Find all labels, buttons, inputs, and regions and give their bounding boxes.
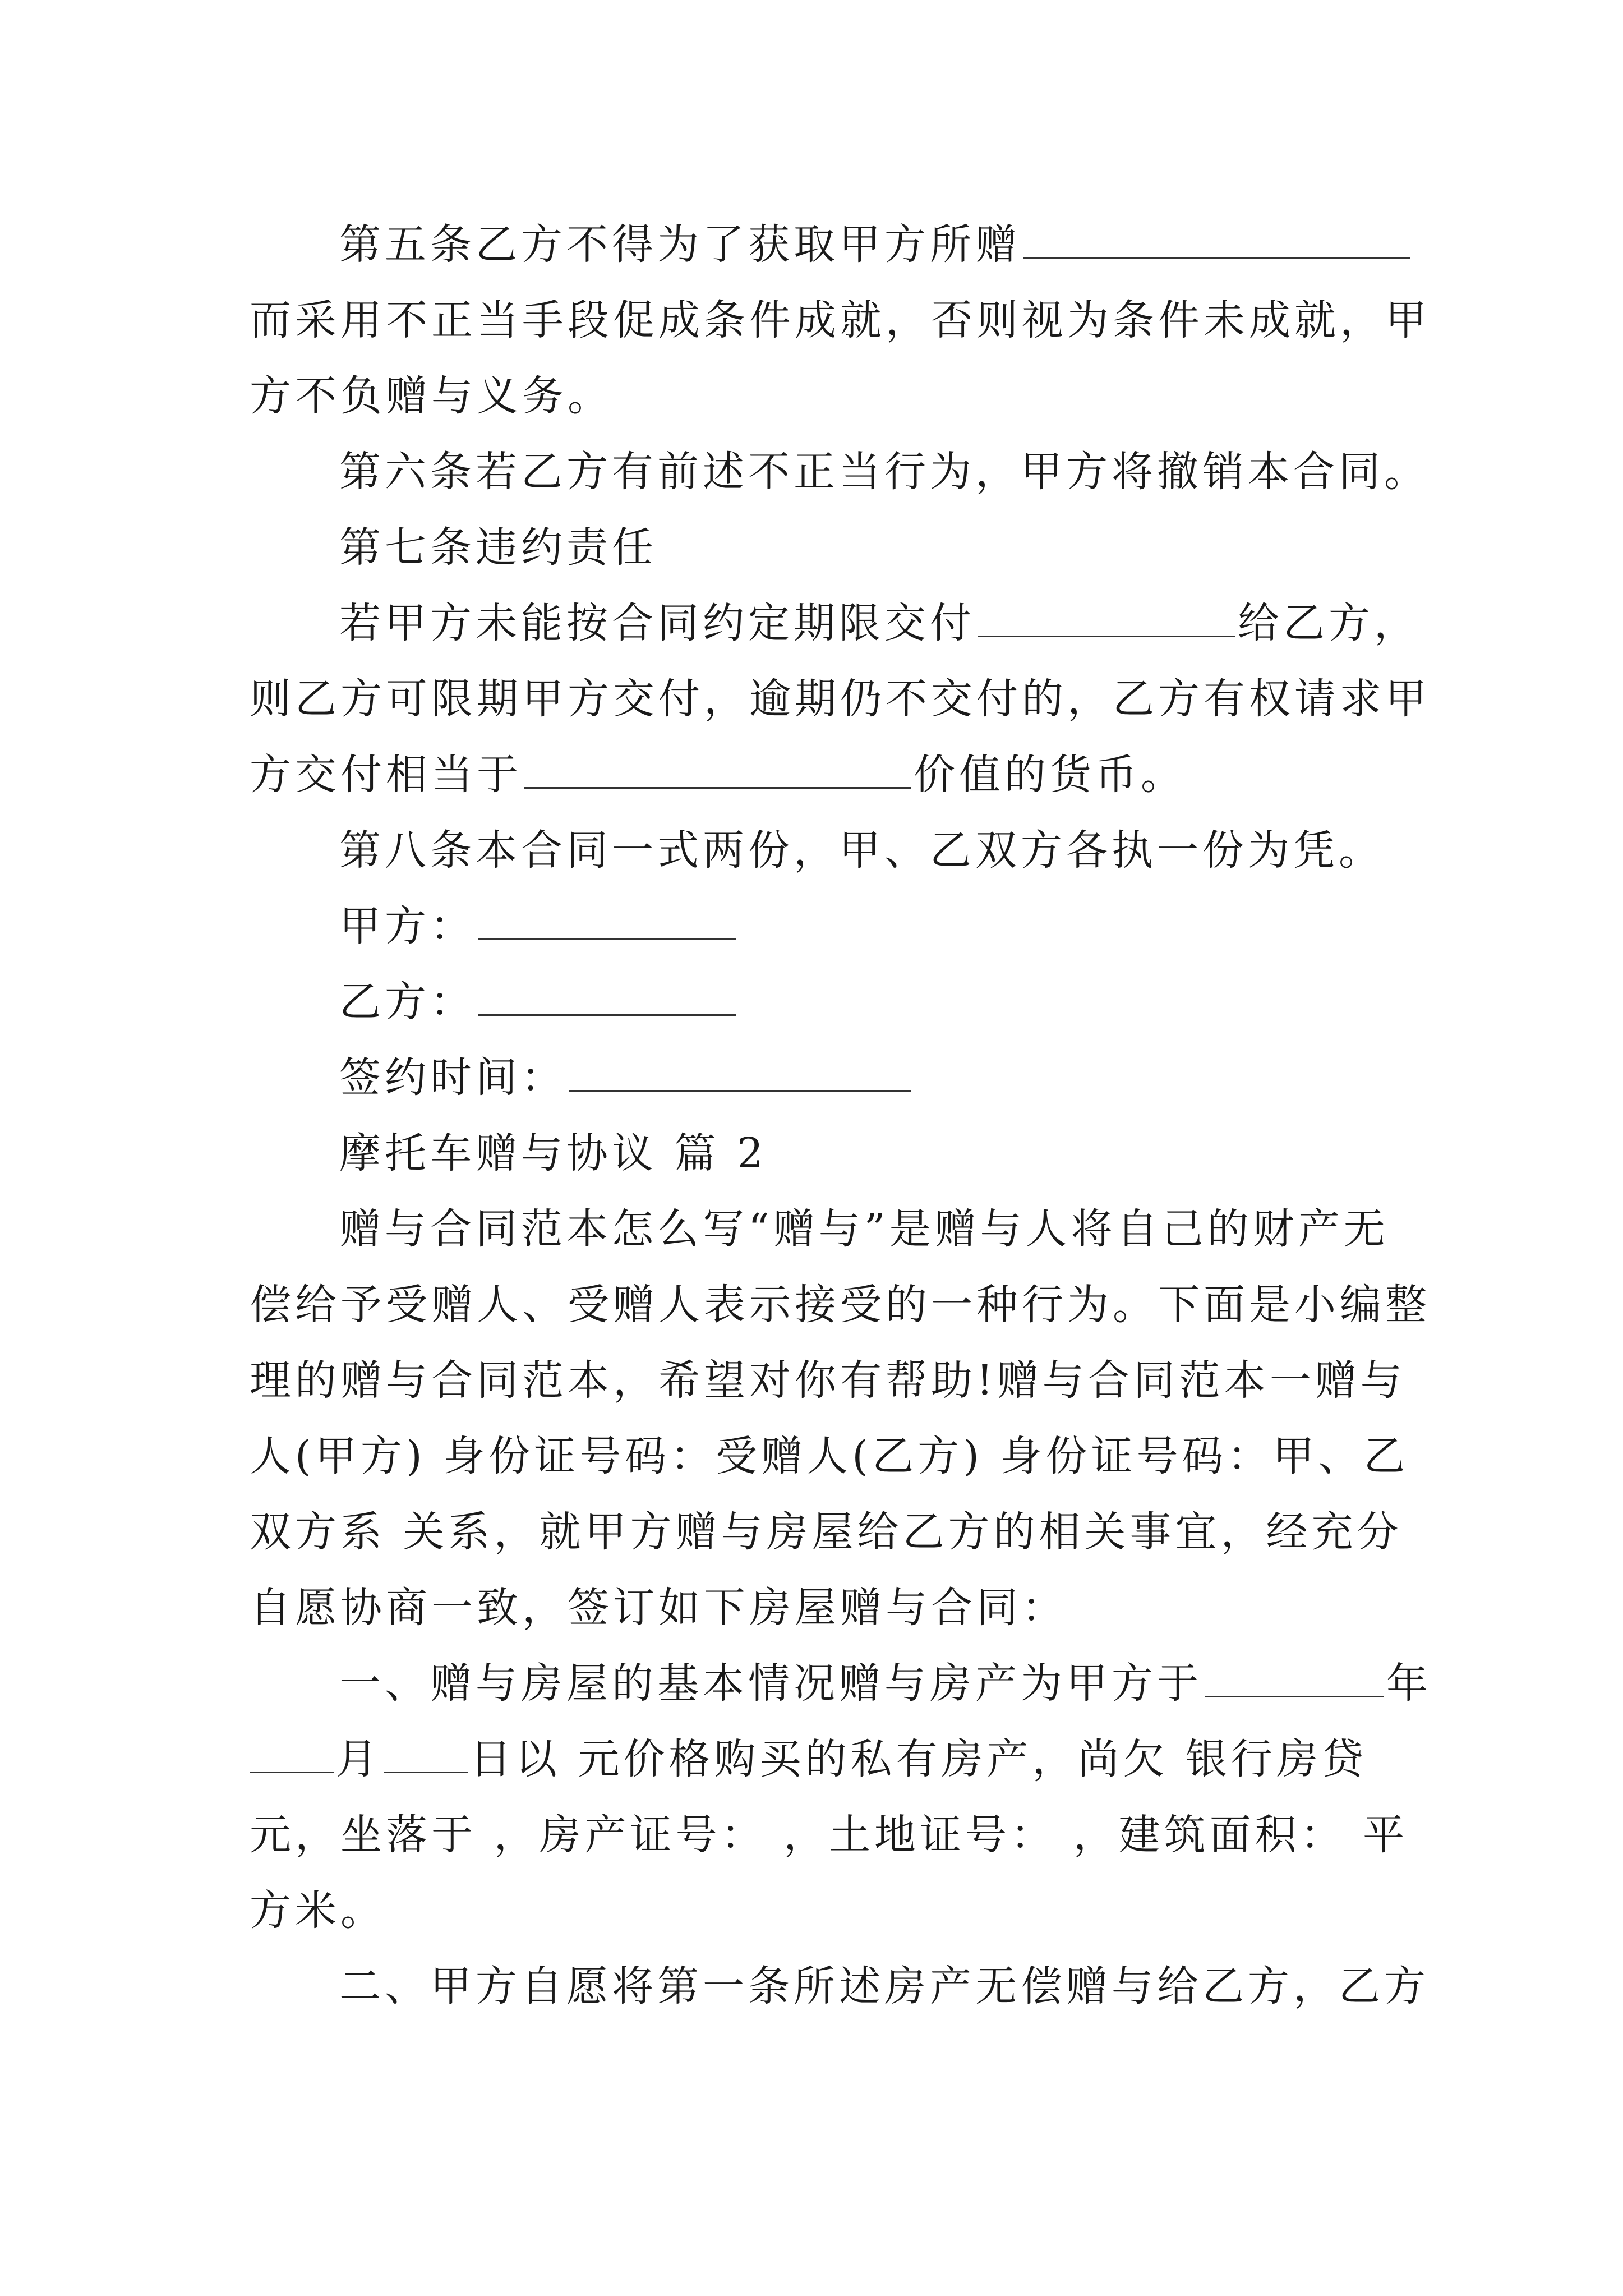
paragraph-line [339,1959,1430,2013]
article-title [339,1126,767,1180]
line-text: 日以 元价格购买的私有房产，尚欠 银行房贷 [470,1735,1368,1783]
paragraph-line [250,1354,1406,1407]
fill-in-blank [1023,220,1410,259]
paragraph-line [339,1657,1432,1710]
paragraph-line [250,1581,1067,1635]
signing-date-line [339,1051,913,1105]
line-text: 给乙方， [1238,599,1419,647]
fill-in-blank [978,599,1235,637]
fill-in-blank [569,1053,911,1092]
line-text: 乙方： [339,978,476,1026]
line-text: 双方系 关系，就甲方赠与房屋给乙方的相关事宜，经充分 [250,1508,1403,1556]
paragraph-line [339,1202,1389,1256]
line-text: 赠与合同范本怎么写“赠与”是赠与人将自己的财产无 [339,1205,1389,1253]
paragraph-line [250,1429,1409,1483]
section-heading [339,521,657,574]
line-text: 理的赠与合同范本，希望对你有帮助!赠与合同范本一赠与 [250,1356,1406,1405]
paragraph-line [339,218,1412,272]
line-text: 第八条本合同一式两份，甲、乙双方各执一份为凭。 [339,826,1384,875]
line-text: 第六条若乙方有前述不正当行为，甲方将撤销本合同。 [339,448,1430,496]
fill-in-blank [478,977,736,1016]
line-text: 人(甲方) 身份证号码：受赠人(乙方) 身份证号码：甲、乙 [250,1432,1409,1480]
paragraph-line [250,1505,1403,1559]
paragraph-line [339,445,1430,499]
paragraph-line [250,1884,386,1938]
line-text: 元，坐落于 ，房产证号： ，土地证号： ，建筑面积： 平 [250,1811,1409,1859]
line-text: 自愿协商一致，签订如下房屋赠与合同： [250,1584,1067,1632]
line-text: 月 [336,1735,381,1783]
line-text: 二、甲方自愿将第一条所述房产无偿赠与给乙方，乙方 [339,1962,1430,2010]
line-text: 方米。 [250,1887,386,1935]
line-text: 第七条违约责任 [339,523,657,572]
paragraph-line [250,369,613,423]
signature-line-party-b [339,975,738,1029]
fill-in-blank [1205,1659,1384,1697]
line-text: 偿给予受赠人、受赠人表示接受的一种行为。下面是小编整 [250,1281,1431,1329]
fill-in-blank [524,750,911,789]
line-text: 而采用不正当手段促成条件成就，否则视为条件未成就，甲 [250,296,1431,344]
paragraph-line [250,1808,1408,1862]
paragraph-line [250,1278,1431,1332]
fill-in-blank [384,1734,468,1773]
line-text: 若甲方未能按合同约定期限交付 [339,599,975,647]
line-text: 第五条乙方不得为了获取甲方所赠 [339,220,1021,269]
fill-in-blank [250,1734,334,1773]
line-text: 价值的货币。 [914,751,1186,799]
paragraph-line [250,293,1431,347]
paragraph-line [339,596,1419,650]
paragraph-line [250,1732,1367,1786]
line-text: 方交付相当于 [250,751,522,799]
signature-line-party-a [339,899,738,953]
fill-in-blank [478,901,736,940]
line-text: 甲方： [339,902,476,950]
line-text: 一、赠与房屋的基本情况赠与房产为甲方于 [339,1659,1202,1708]
line-text: 方不负赠与义务。 [250,372,613,420]
paragraph-line [339,823,1384,877]
line-text: 签约时间： [339,1053,566,1102]
paragraph-line [250,672,1431,726]
line-text: 年 [1386,1659,1432,1708]
line-text: 则乙方可限期甲方交付，逾期仍不交付的，乙方有权请求甲 [250,675,1431,723]
paragraph-line [250,748,1186,802]
line-text: 摩托车赠与协议 篇 2 [339,1129,768,1177]
